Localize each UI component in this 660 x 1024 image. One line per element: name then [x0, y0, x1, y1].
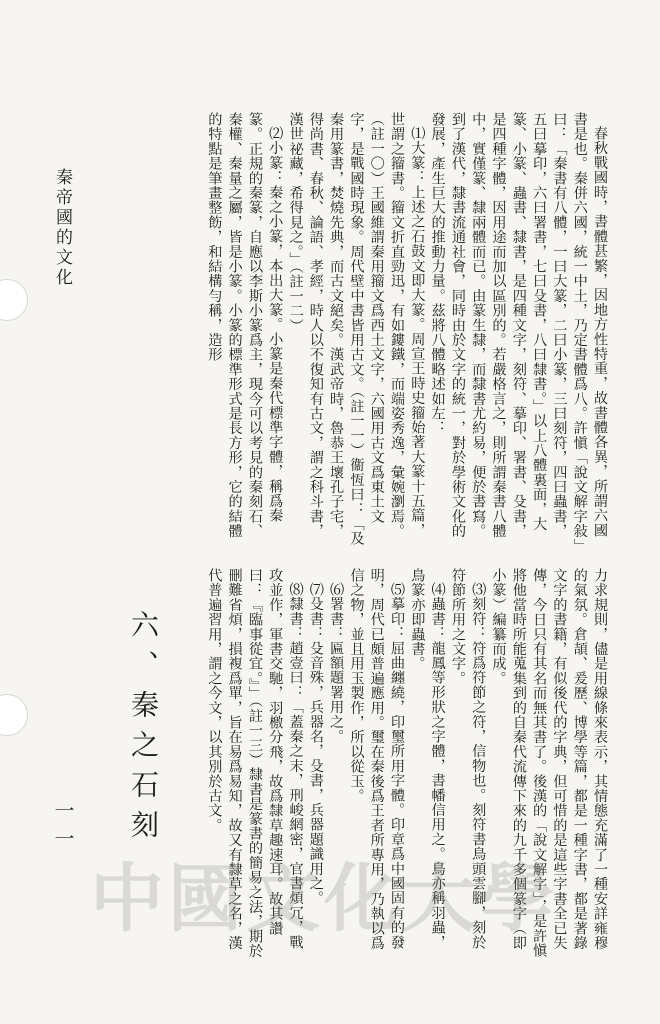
page-number: 一一	[51, 800, 75, 856]
paragraph-kefu: ⑶刻符：符爲符節之符，信物也。刻符書鳥頭雲腳，刻於符節所用之文字。	[449, 568, 487, 950]
paragraph-intro: 春秋戰國時，書體甚繁，因地方性特重，故書體各異，所謂六國書是也。秦併六國，統一中土，乃定書體爲八。許愼「說文解字敍」曰：「秦書有八體，一曰大篆，二曰小篆，三曰刻符，四曰蟲書，五曰摹印，六曰署書，七曰殳書，八曰隸書。」以上八體裏面，大篆、小篆、蟲書、隸書，是四種文字，刻符、摹印、署書、殳書，是四種字體，因用途而加以區別的。若嚴格言之，則所謂秦書八體中，實僅篆、隸兩體而已。由篆生隸，而隸書尤約易，便於書寫。到了漢代，隸書流通社會，同時由於文字的統一，對於學術文化的發展，產生巨大的推動力量。茲將八體略述如左：	[429, 112, 608, 546]
paragraph-chongshu: ⑷蟲書：龍鳳等形狀之字體，書幡信用之。鳥亦稱羽蟲，鳥篆亦即蟲書。	[409, 568, 446, 950]
lower-text-block	[82, 568, 610, 960]
upper-text-block	[82, 112, 610, 547]
section-heading: 六、秦之石刻	[127, 610, 160, 850]
binder-hole	[0, 694, 28, 736]
binder-hole	[0, 279, 28, 321]
watermark: 中國文化大學	[90, 856, 558, 942]
running-head: 秦帝國的文化	[52, 168, 72, 288]
paragraph-moyin: ⑸摹印：屈曲纏繞，印璽所用字體。印章爲中國固有的發明，周代已頗普遍應用。璽在秦後爲王者所專用，乃執以爲信之物，並且用玉製作，所以從玉。	[348, 568, 406, 951]
paragraph-dazhuan: ⑴大篆：上述之石鼓文即大篆。周宣王時史籀始著大篆十五篇，世謂之籀書。籀文折直勁迅，有如鏤鐵，而端姿秀逸，彙婉瀏焉。（註一〇）王國維謂秦用籀文爲西土文字，六國用古文爲東土文字，是戰國時現象。周代壁中書皆用古文。（註一一）衞恆曰：「及秦用篆書，焚燒先典，而古文絕矣。漢武帝時，魯恭王壞孔子宅，得尚書、春秋、論語、孝經，時人以不復知有古文，謂之科斗書，漢世祕藏，希得見之。」（註一二）	[287, 112, 426, 546]
paragraph-lishu: ⑻隸書：趙壹曰：「蓋秦之末，刑峻網密，官書煩冗，戰攻並作，軍書交馳，羽檄分飛，故爲隸草趣速耳。故其讚曰：『臨事從宜。』」（註一三）隸書是篆書的簡易之法，期於刪難省煩，損複爲單，旨在易爲易知，故又有隸草之名，漢代普遍習用，謂之今文，以其別於古文。	[206, 568, 304, 959]
paragraph-xiaozhuan-continued: 力求規則，儘是用線條來表示，其情態充滿了一種安詳雍穆的氣氛。倉頡、爰歷、博學等篇，都是一種字書，都是著錄文字的書籍，有似後代的字典，但可惜的是這些字書全已失傳，今日只有其名而無其書了。後漢的「說文解字」，是許愼將他當時所能蒐集到的自秦代流傳下來的九千多個篆字（即小篆）編纂而成。	[490, 568, 608, 958]
paragraph-shushu: ⑹署書：匾額題署用之。	[328, 582, 345, 744]
paragraph-shushu-weapon: ⑺殳書：殳音殊，兵器名，殳書，兵器題識用之。	[307, 582, 324, 906]
paragraph-xiaozhuan: ⑵小篆：秦之小篆，本出大篆。小篆是秦代標準字體，稱爲秦篆。正規的秦篆，自應以李斯小篆爲主，現今可以考見的秦刻石、秦權、秦量之屬，皆是小篆。小篆的標準形式是長方形，它的結體的特點是筆畫整飭，和結構勻稱，造形	[206, 112, 284, 539]
